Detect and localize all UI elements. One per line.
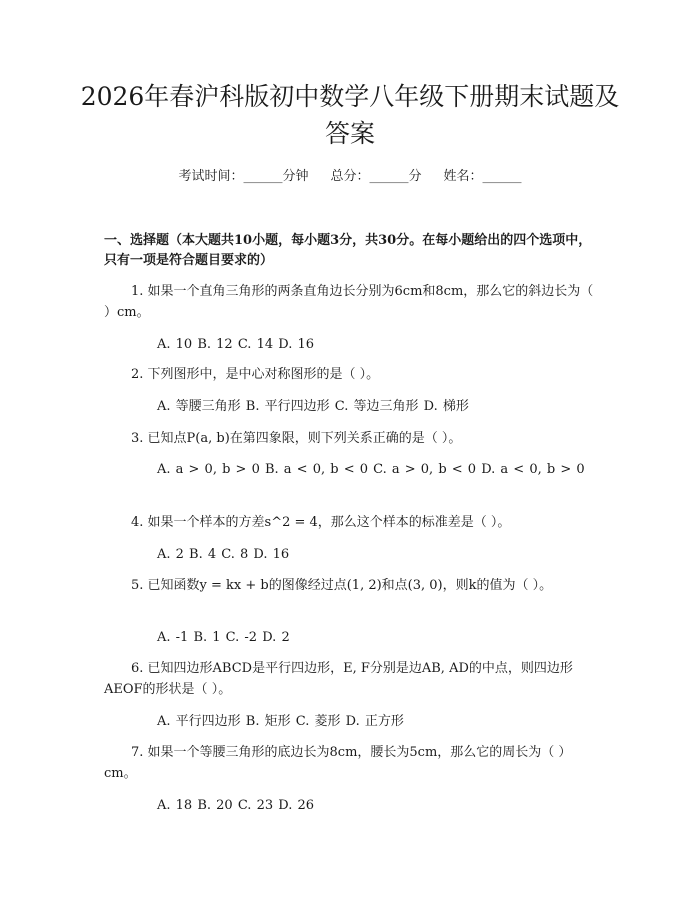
question-1-text: 1. 如果一个直角三角形的两条直角边长分别为6cm和8cm，那么它的斜边长为（ ）cm。 <box>104 284 594 320</box>
question-7-text: 7. 如果一个等腰三角形的底边长为8cm，腰长为5cm，那么它的周长为（ ）cm。 <box>104 745 572 781</box>
question-4-options: A. 2 B. 4 C. 8 D. 16 <box>157 547 290 562</box>
exam-info-line <box>0 168 700 186</box>
question-2-options: A. 等腰三角形 B. 平行四边形 C. 等边三角形 D. 梯形 <box>157 399 469 414</box>
question-7-options: A. 18 B. 20 C. 23 D. 26 <box>157 798 315 813</box>
question-6-text: 6. 已知四边形ABCD是平行四边形，E, F分别是边AB, AD的中点，则四边形AEOF的形状是（ ）。 <box>104 661 573 697</box>
total-score-label: 总分：______分 <box>330 169 422 184</box>
student-name-label: 姓名：______ <box>443 169 522 184</box>
question-4-text: 4. 如果一个样本的方差s^2 = 4，那么这个样本的标准差是（ ）。 <box>131 515 511 530</box>
section-header-choice: 一、选择题（本大题共10小题，每小题3分，共30分。在每小题给出的四个选项中，只有一项是符合题目要求的） <box>104 233 592 268</box>
question-5-text: 5. 已知函数y = kx + b的图像经过点(1, 2)和点(3, 0)，则k的值为（ ）。 <box>131 578 553 593</box>
exam-time-label: 考试时间：______分钟 <box>178 169 309 184</box>
question-5-options: A. -1 B. 1 C. -2 D. 2 <box>157 630 290 645</box>
question-1-options: A. 10 B. 12 C. 14 D. 16 <box>157 337 315 352</box>
question-2-text: 2. 下列图形中，是中心对称图形的是（ ）。 <box>131 367 380 382</box>
question-3-text: 3. 已知点P(a, b)在第四象限，则下列关系正确的是（ ）。 <box>131 431 462 446</box>
question-6-options: A. 平行四边形 B. 矩形 C. 菱形 D. 正方形 <box>157 714 404 729</box>
question-3-options: A. a > 0, b > 0 B. a < 0, b < 0 C. a > 0, b < 0 D. a < 0, b > 0 <box>157 462 585 477</box>
document-title: 2026年春沪科版初中数学八年级下册期末试题及答案 <box>80 82 620 148</box>
